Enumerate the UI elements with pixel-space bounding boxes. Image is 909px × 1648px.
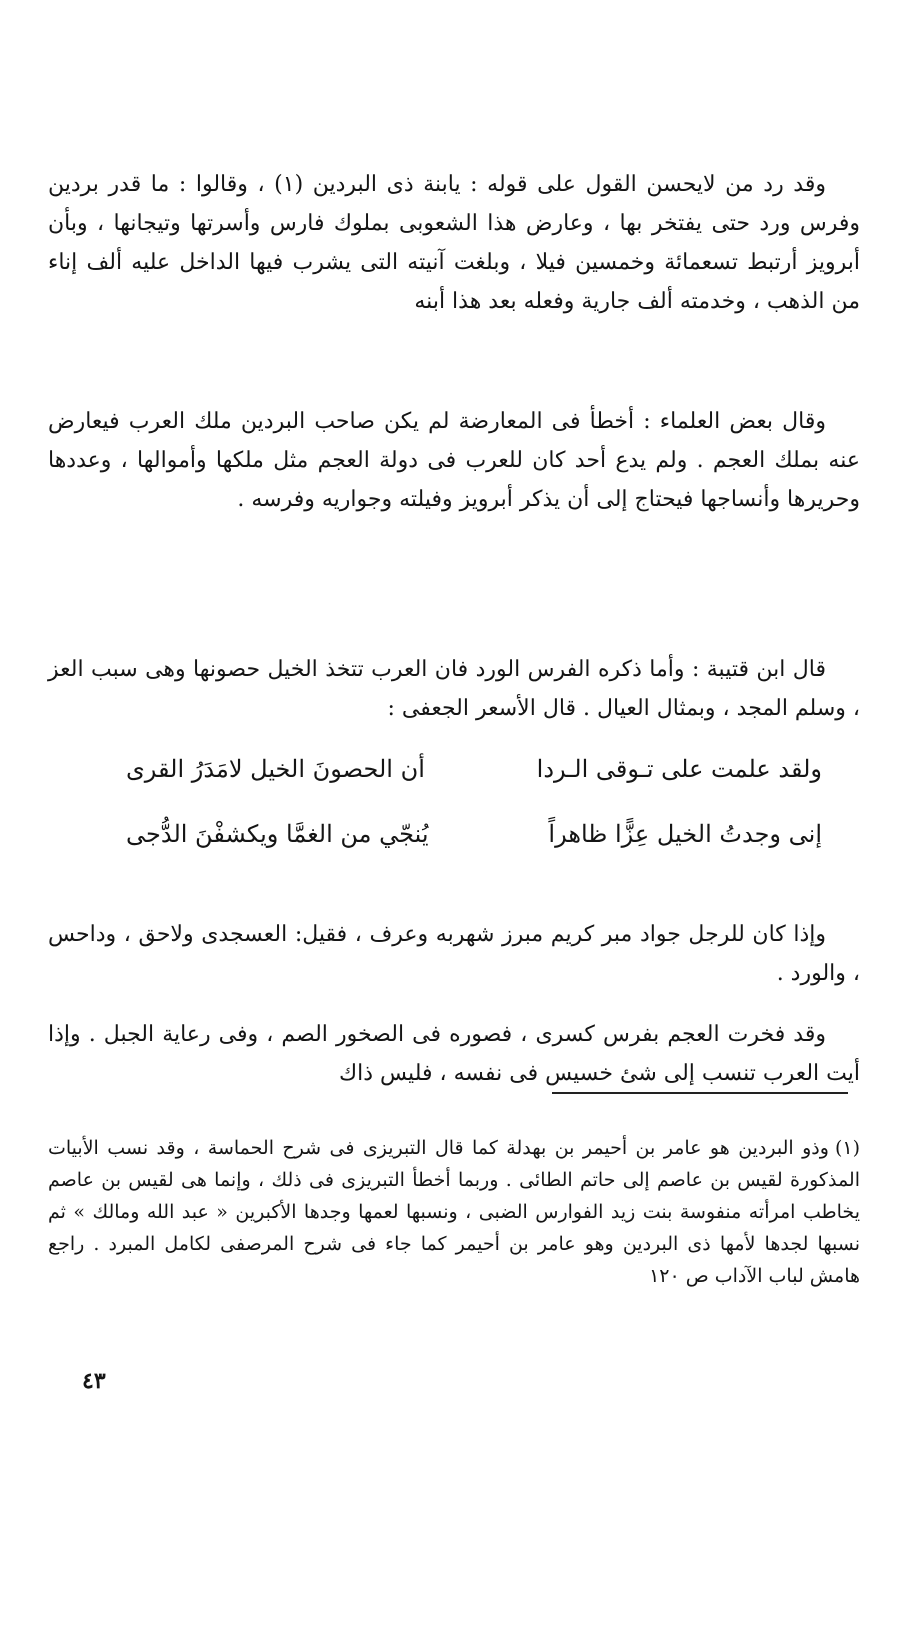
paragraph-2-text: وقال بعض العلماء : أخطأ فى المعارضة لم يكن صاحب البردين ملك العرب فيعارض عنه بملك العجم . ولم يدع أحد كان للعرب فى دولة العجم مثل ملكها وأموالها ، وعددها وحريرها وأنساجها فيحتاج إلى أن يذكر أبرويز وفيلته وجواريه وفرسه . [48,409,860,512]
paragraph-5 [48,1015,860,1093]
paragraph-1 [48,165,860,321]
paragraph-5-text: وقد فخرت العجم بفرس كسرى ، فصوره فى الصخور الصم ، وفى رعاية الجبل . وإذا أيت العرب تنسب إلى شئ خسيس فى نفسه ، فليس ذاك [48,1022,860,1086]
verse-2-first-hemistich: إنى وجدتُ الخيل عِزًّا ظاهراً [548,820,822,848]
footnote [48,1132,860,1292]
paragraph-4 [48,915,860,993]
page-number: ٤٣ [82,1368,106,1394]
paragraph-1-text: وقد رد من لايحسن القول على قوله : يابنة ذى البردين (١) ، وقالوا : ما قدر بردين وفرس ورد حتى يفتخر بها ، وعارض هذا الشعوبى بملوك فارس وأسرتها وتيجانها ، وبأن أبرويز أرتبط تسعمائة وخمسين فيلا ، وبلغت آنيته التى يشرب فيها الداخل عليه ألف إناء من الذهب ، وخدمته ألف جارية وفعله بعد هذا أبنه [48,172,860,314]
footnote-divider [552,1092,848,1094]
footnote-number: (١) [834,1137,860,1159]
paragraph-4-text: وإذا كان للرجل جواد مبر كريم مبرز شهربه وعرف ، فقيل: العسجدى ولاحق ، وداحس ، والورد . [48,922,860,986]
paragraph-3 [48,650,860,728]
verse-line-1 [48,755,860,795]
verse-1-first-hemistich: ولقد علمت على تـوقى الـردا [536,755,822,783]
footnote-text: وذو البردين هو عامر بن أحيمر بن بهدلة كما قال التبريزى فى شرح الحماسة ، وقد نسب الأبيات المذكورة لقيس بن عاصم إلى حاتم الطائى . وربما أخطأ التبريزى فى ذلك ، وإنما هى لقيس بن عاصم يخاطب امرأته منفوسة بنت زيد الفوارس الضبى ، ونسبها لعمها وجدها الأكبرين « عبد الله ومالك » ثم نسبها لجدها لأمها ذى البردين وهو عامر بن أحيمر كما جاء فى شرح المرصفى لكامل المبرد . راجع هامش لباب الآداب ص ١٢٠ [48,1137,860,1287]
paragraph-3-text: قال ابن قتيبة : وأما ذكره الفرس الورد فان العرب تتخذ الخيل حصونها وهى سبب العز ، وسلم المجد ، وبمثال العيال . قال الأسعر الجعفى : [48,657,860,721]
verse-1-second-hemistich: أن الحصونَ الخيل لامَدَرُ القرى [126,755,425,783]
verse-2-second-hemistich: يُنجّي من الغمَّا ويكشفْنَ الدُّجى [126,820,429,848]
verse-line-2 [48,820,860,860]
paragraph-2 [48,402,860,519]
